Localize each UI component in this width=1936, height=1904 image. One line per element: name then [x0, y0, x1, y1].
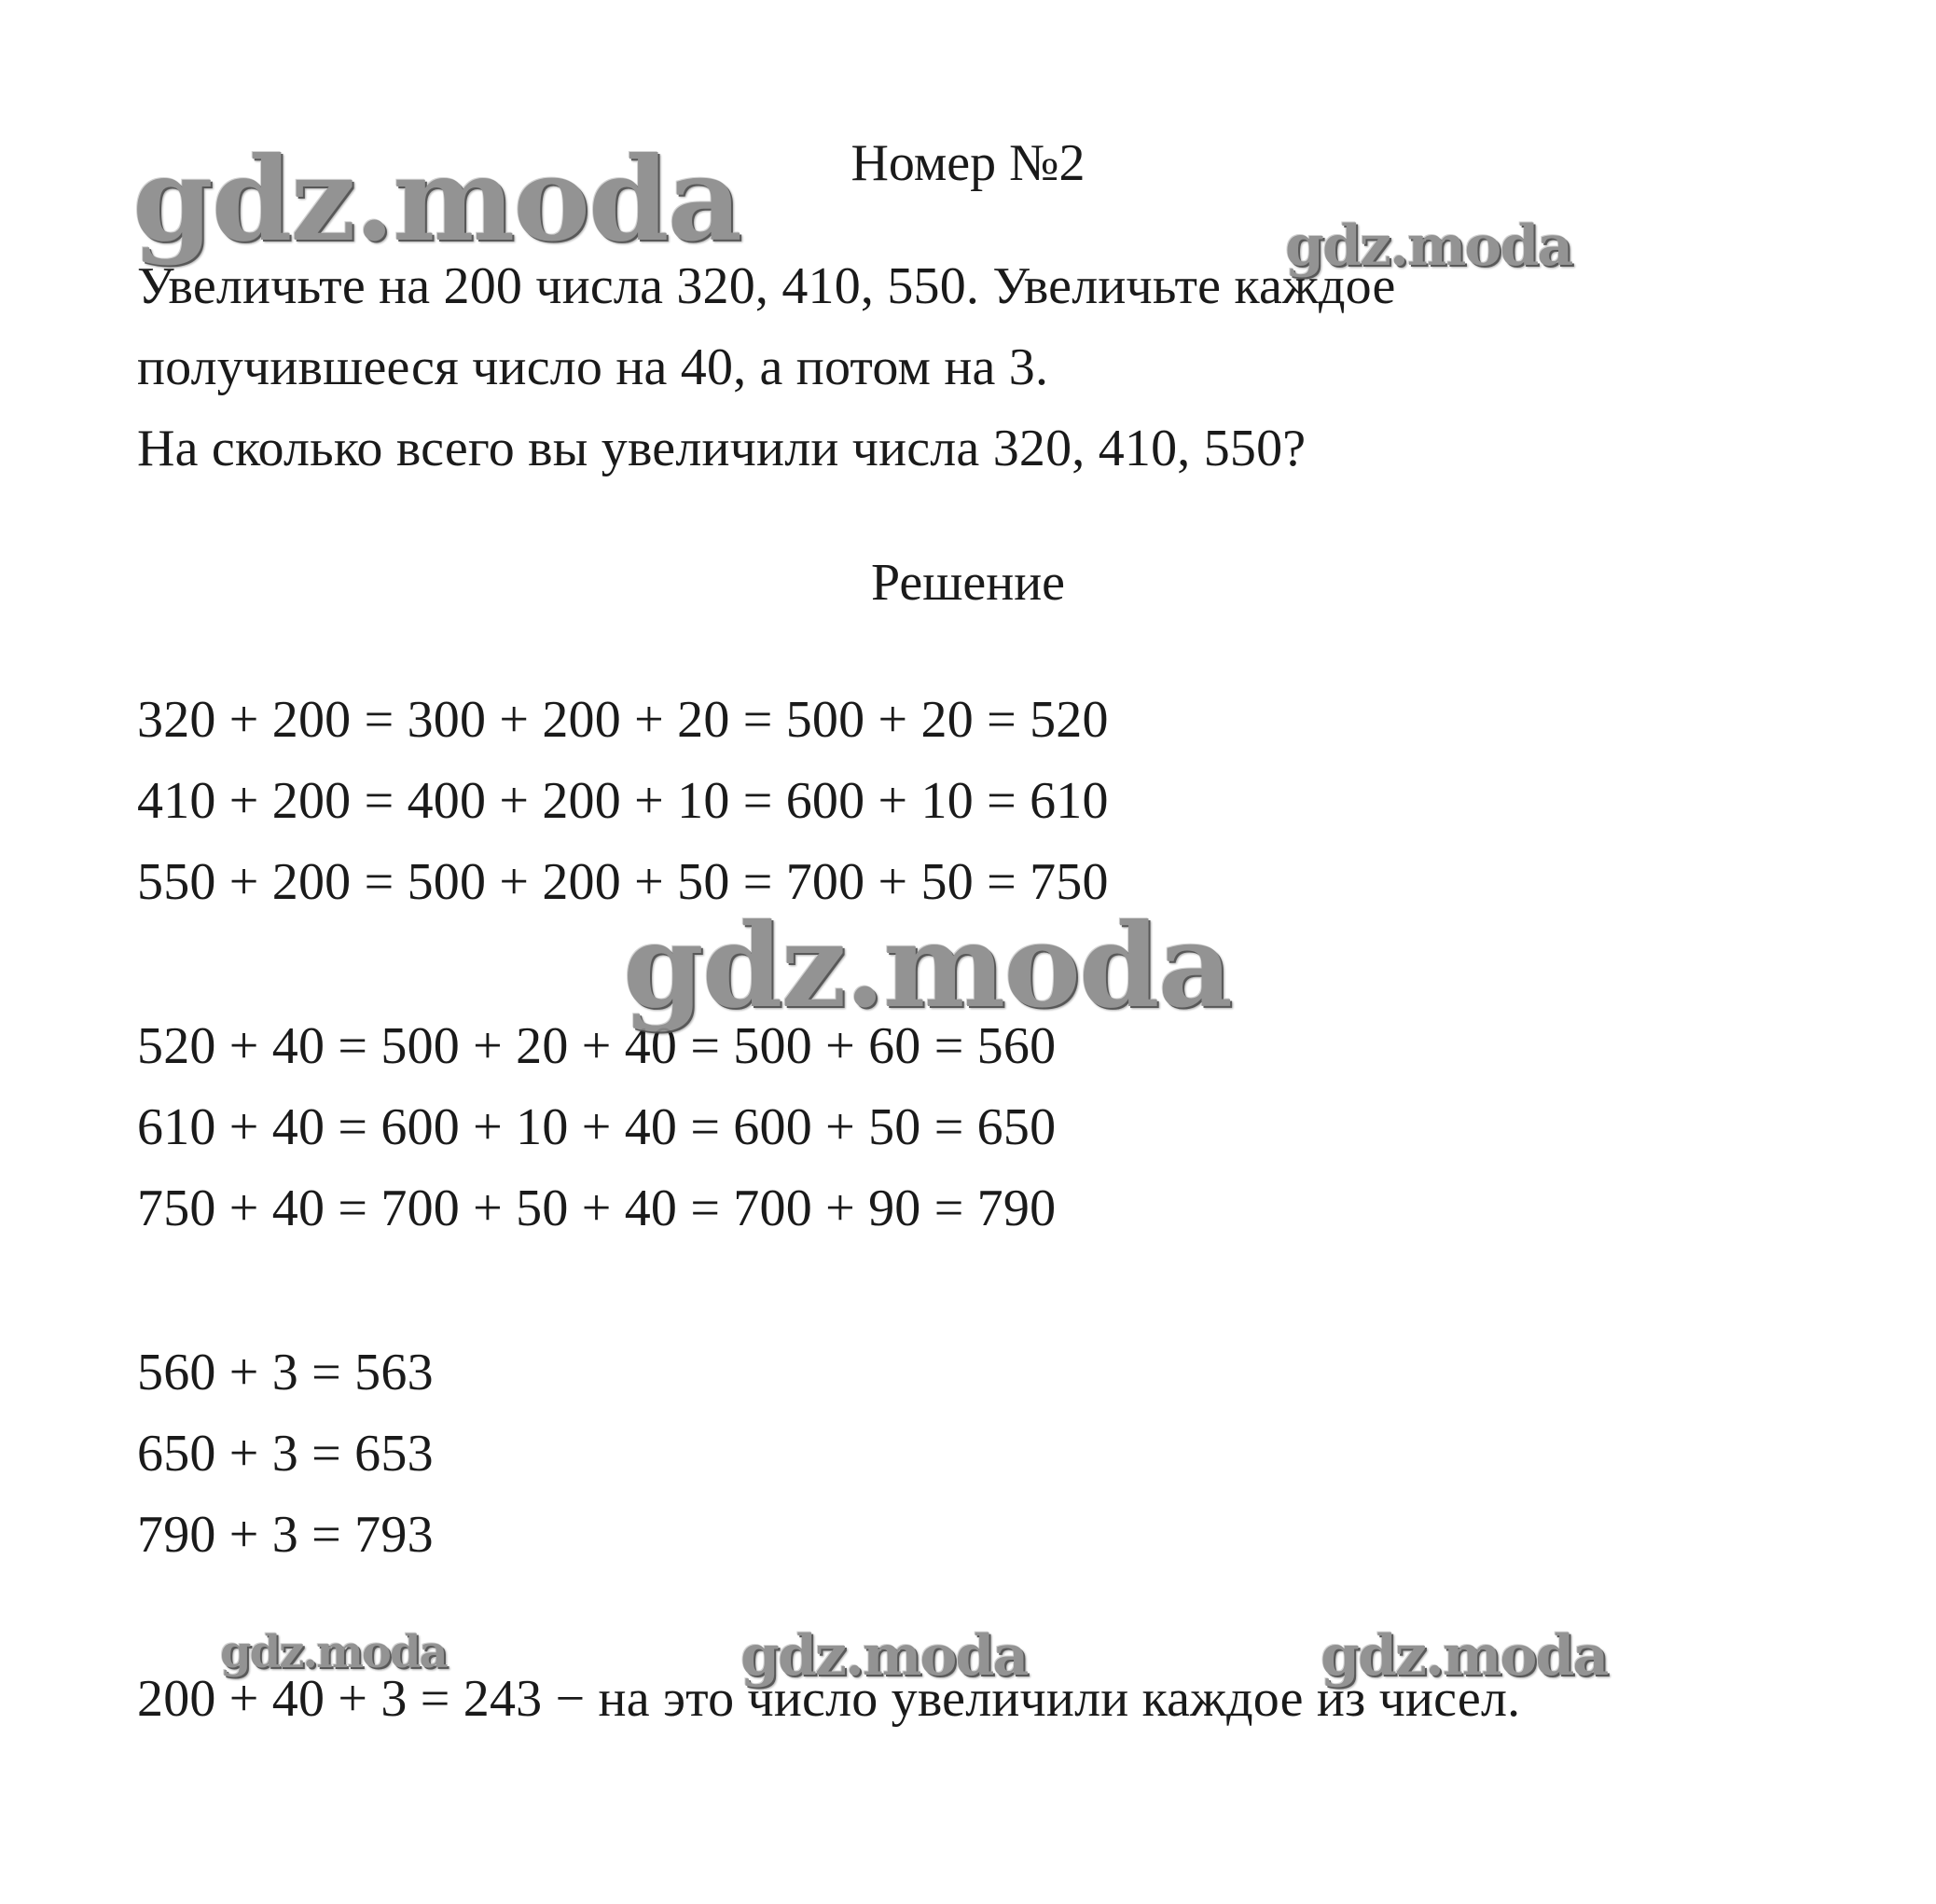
answer-line: 200 + 40 + 3 = 243 − на это число увеличили каждое из чисел. — [137, 1670, 1521, 1728]
equation-line: 320 + 200 = 300 + 200 + 20 = 500 + 20 = 520 — [137, 691, 1109, 749]
watermark-logo: gdz.moda — [220, 1626, 447, 1678]
equation-line: 410 + 200 = 400 + 200 + 10 = 600 + 10 = 610 — [137, 772, 1109, 830]
equation-line: 650 + 3 = 653 — [137, 1425, 434, 1483]
equation-line: 790 + 3 = 793 — [137, 1506, 434, 1564]
watermark-logo: gdz.moda — [1285, 214, 1572, 279]
task-line: получившееся число на 40, а потом на 3. — [137, 338, 1049, 396]
equation-line: 560 + 3 = 563 — [137, 1344, 434, 1401]
solution-heading: Решение — [870, 554, 1066, 612]
watermark-logo: gdz.moda — [1321, 1623, 1608, 1689]
watermark-logo: gdz.moda — [740, 1623, 1028, 1689]
equation-line: 610 + 40 = 600 + 10 + 40 = 600 + 50 = 650 — [137, 1098, 1057, 1156]
task-line: Увеличьте на 200 числа 320, 410, 550. Увеличьте каждое — [137, 257, 1396, 315]
task-line: На сколько всего вы увеличили числа 320, 410, 550? — [137, 420, 1307, 477]
watermark-logo: gdz.moda — [132, 132, 740, 268]
equation-line: 520 + 40 = 500 + 20 + 40 = 500 + 60 = 560 — [137, 1017, 1057, 1075]
equation-line: 550 + 200 = 500 + 200 + 50 = 700 + 50 = 750 — [137, 853, 1109, 911]
page-title: Номер №2 — [850, 134, 1086, 192]
watermark-logo: gdz.moda — [623, 899, 1231, 1034]
equation-line: 750 + 40 = 700 + 50 + 40 = 700 + 90 = 790 — [137, 1180, 1057, 1237]
